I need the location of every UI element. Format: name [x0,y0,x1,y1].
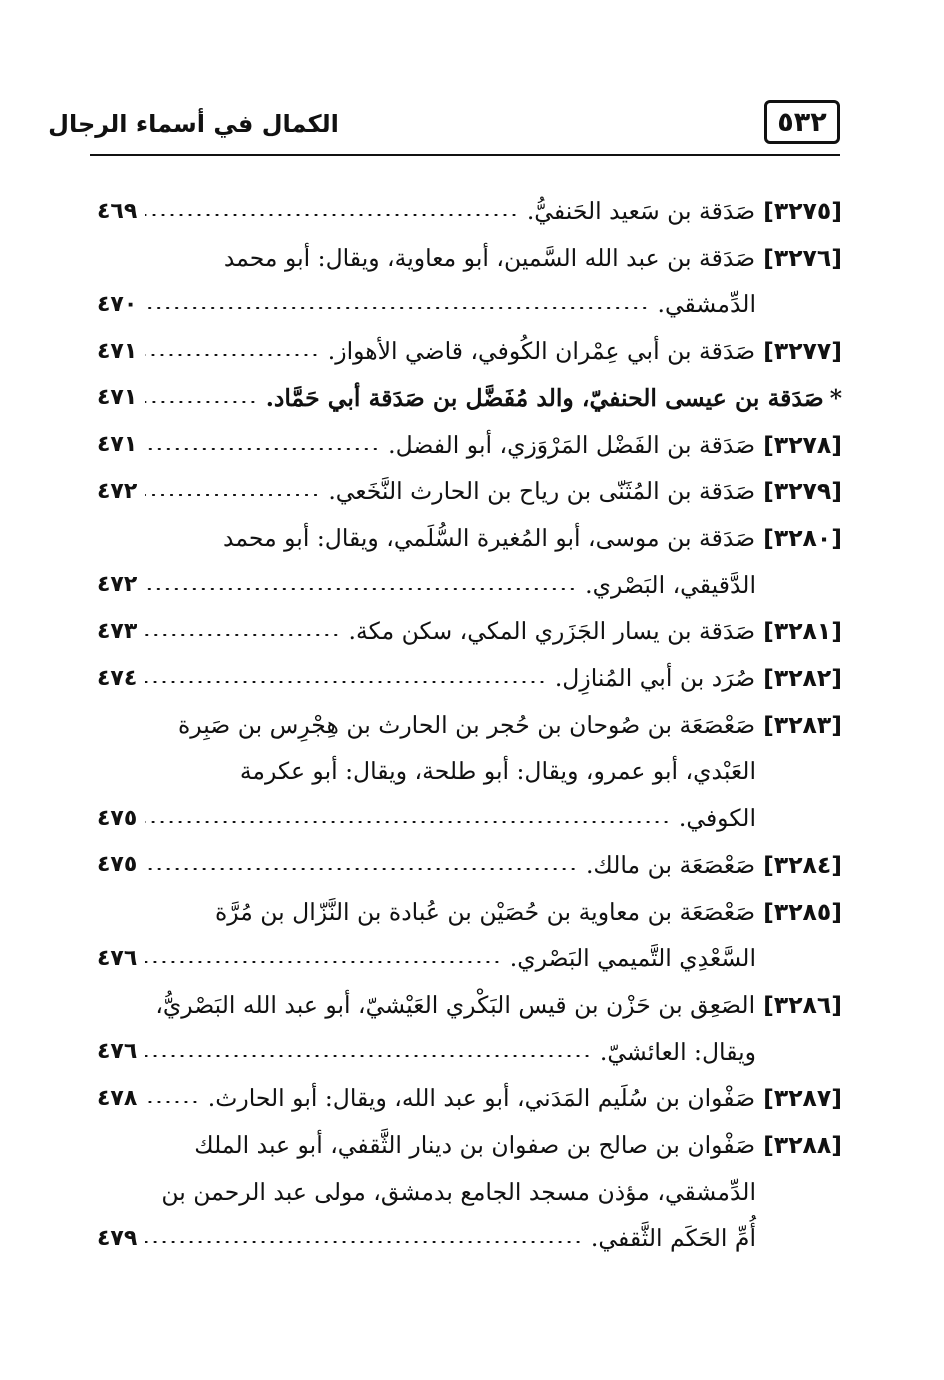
leader-dots [145,307,649,309]
leader-dots [145,401,257,403]
entry-line [97,281,756,327]
leader-dots [145,1241,583,1243]
entry-page-number: ٤٧٦ [97,1039,138,1065]
entry-line [190,1122,842,1168]
entry-page-number: ٤٧٢ [97,478,138,504]
entry-number: [٣٢٧٩] [763,477,842,506]
entry-page-number: ٤٧٠ [97,291,138,317]
entry-text: صَعْصَعَة بن معاوية بن حُصَيْن بن عُبادة بن النَّزّال بن مُرَّة [214,897,756,926]
entry-line [97,795,756,841]
entry-line [177,702,842,748]
entry-line [97,842,842,888]
leader-dots [145,1055,592,1057]
entry-text: الكوفي. [678,804,756,833]
leader-dots [145,354,319,356]
entry-page-number: ٤٧٢ [97,572,138,598]
leader-dots [145,214,519,216]
entry-text: صَدَقة بن سَعيد الحَنفيُّ. [526,197,756,225]
entry-text: الدِّمشقي، مؤذن مسجد الجامع بدمشق، مولى عبد الرحمن بن [161,1177,756,1206]
leader-dots [145,634,340,636]
entry-page-number: ٤٧١ [97,385,138,411]
entry-text: صَدَقة بن موسى، أبو المُغيرة السُّلَمي، ويقال: أبو محمد [223,523,756,552]
entry-line [97,935,756,981]
entry-line [97,188,842,234]
entry-line [97,655,842,701]
entry-line [97,1215,756,1261]
entry-text: العَبْدي، أبو عمرو، ويقال: أبو طلحة، ويقال: أبو عكرمة [239,757,756,786]
entry-line [97,608,842,654]
entry-text: الصَعِق بن حَزْن بن قيس البَكْري العَيْشيّ، أبو عبد الله البَصْريُّ، [155,990,756,1019]
leader-dots [145,588,577,590]
leader-dots [145,821,671,823]
entry-text: صُرَد بن أبي المُنازِل. [554,664,756,692]
entry-text: ويقال: العائشيّ. [599,1037,756,1066]
entry-text: الدِّمشقي. [657,290,756,319]
entry-line [190,748,756,794]
entry-line [97,375,842,421]
entry-text: صَدَقة بن عبد الله السَّمين، أبو معاوية، ويقال: أبو محمد [223,243,756,272]
entry-page-number: ٤٧٣ [97,618,138,644]
entry-text: صَدَقة بن يسار الجَزَري المكي، سكن مكة. [348,617,756,646]
entry-text: صَدَقة بن المُثَنّى بن رياح بن الحارث النَّخَعي. [328,477,756,506]
entry-line [97,1029,756,1075]
page-number: ٥٣٢ [764,100,840,144]
entry-page-number: ٤٧٥ [97,805,138,831]
entry-page-number: ٤٧٤ [97,665,138,691]
entry-line [190,889,842,935]
leader-dots [145,681,547,683]
entry-number: [٣٢٨٠] [763,523,842,552]
entry-text: صَعْصَعَة بن مالك. [585,850,756,879]
entry-number: [٣٢٨٦] [763,990,842,1019]
leader-dots [145,1101,199,1103]
entry-number: [٣٢٧٨] [763,430,842,459]
entry-number: [٣٢٨٧] [763,1084,842,1113]
entry-number: [٣٢٨٨] [763,1131,842,1159]
entry-line [97,562,756,608]
leader-dots [145,448,380,450]
entry-text: السَّعْدِي التَّميمي البَصْري. [509,944,756,973]
entry-line [155,982,842,1028]
entry-page-number: ٤٧٥ [97,852,138,878]
entry-page-number: ٤٦٩ [97,198,138,224]
entry-text: صَفْوان بن سُلَيم المَدَني، أبو عبد الله، ويقال: أبو الحارث. [207,1084,756,1113]
entry-text: صَدَقة بن الفَضْل المَرْوَزي، أبو الفضل. [388,430,756,459]
entry-number: [٣٢٨٤] [763,850,842,879]
leader-dots [145,494,320,496]
entry-line [190,235,842,281]
entry-line [161,1169,756,1215]
entry-page-number: ٤٧٦ [97,945,138,971]
book-title: الكمال في أسماء الرجال [48,110,339,138]
entry-number: [٣٢٨٢] [763,664,842,692]
entry-page-number: ٤٧١ [97,432,138,457]
entry-number: [٣٢٧٦] [763,243,842,272]
leader-dots [145,868,578,870]
entry-text: الدَّقيقي، البَصْري. [585,570,756,599]
entry-page-number: ٤٧٨ [97,1085,138,1111]
entry-line [97,328,842,374]
entry-line [97,468,842,514]
entry-text: صَعْصَعَة بن صُوحان بن حُجر بن الحارث بن هِجْرِس بن صَبِرة [177,710,756,739]
entry-number: [٣٢٨١] [763,617,842,646]
entry-text: صَدَقة بن أبي عِمْران الكُوفي، قاضي الأهواز. [327,337,756,366]
entry-text: صَدَقة بن عيسى الحنفيّ، والد مُفَضَّل بن صَدَقة أبي حَمَّاد. [265,383,824,412]
entry-page-number: ٤٧٩ [97,1225,138,1251]
star-marker: * [829,383,842,412]
entry-line [190,515,842,561]
entry-number: [٣٢٧٧] [763,337,842,366]
entry-line [97,1075,842,1121]
leader-dots [145,961,501,963]
entry-number: [٣٢٨٣] [763,710,842,739]
entry-text: أُمِّ الحَكَم الثَّقفي. [590,1224,756,1253]
entry-text: صَفْوان بن صالح بن صفوان بن دينار الثَّقفي، أبو عبد الملك [194,1131,756,1159]
entry-page-number: ٤٧١ [97,338,138,364]
entry-number: [٣٢٧٥] [763,197,842,225]
entry-number: [٣٢٨٥] [763,897,842,926]
entry-line [97,422,842,468]
